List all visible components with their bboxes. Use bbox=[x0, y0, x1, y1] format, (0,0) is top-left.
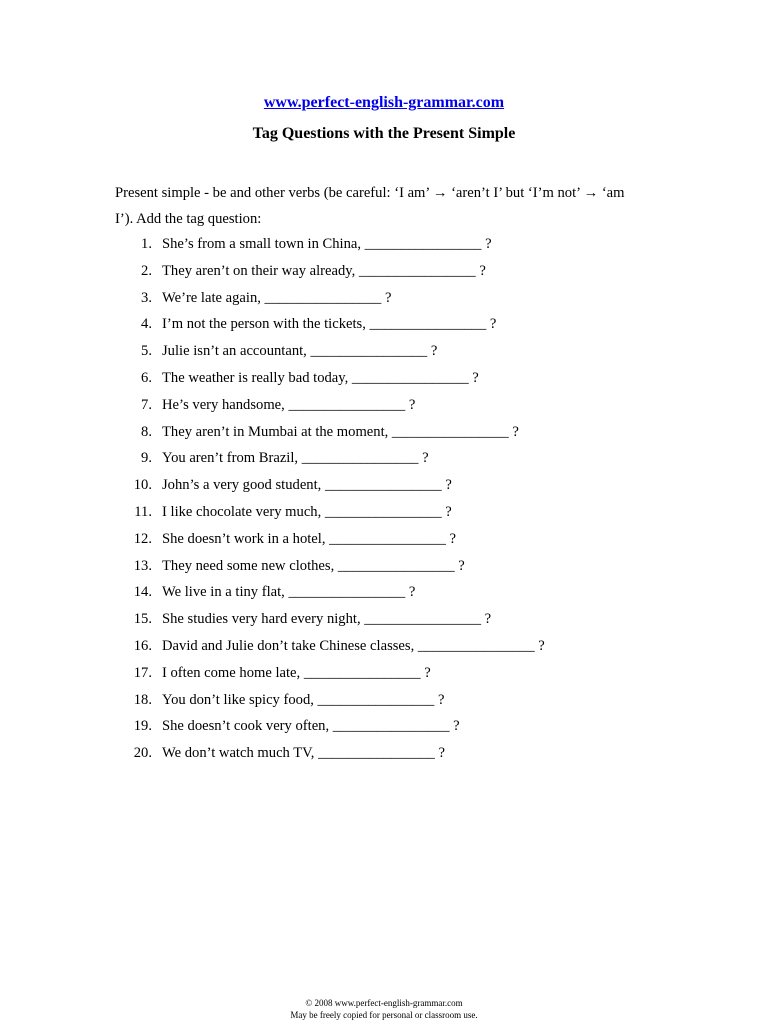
instructions-text: Present simple - be and other verbs (be careful: ‘I am’ → ‘aren’t I’ but ‘I’m not’ → ‘am I’). Add the tag question: bbox=[115, 185, 625, 227]
exercise-number: 2. bbox=[141, 262, 152, 279]
exercise-number: 1. bbox=[141, 236, 152, 252]
exercise-number: 18. bbox=[133, 691, 152, 708]
footer-license: May be freely copied for personal or classroom use. bbox=[290, 1010, 478, 1020]
exercise-text: Julie isn’t an accountant, ________________ ? bbox=[162, 343, 438, 360]
exercise-number: 13. bbox=[133, 557, 152, 574]
exercise-text: David and Julie don’t take Chinese classes, ________________ ? bbox=[162, 637, 545, 654]
exercise-text: I’m not the person with the tickets, ________________ ? bbox=[162, 316, 497, 333]
exercise-text: She doesn’t cook very often, ________________ ? bbox=[162, 718, 460, 735]
exercise-number: 8. bbox=[141, 423, 152, 440]
exercise-text: You aren’t from Brazil, ________________ ? bbox=[162, 450, 429, 467]
exercise-number: 11. bbox=[134, 503, 152, 520]
site-link[interactable]: www.perfect-english-grammar.com bbox=[263, 94, 505, 111]
footer bbox=[0, 997, 768, 1021]
exercise-text: You don’t like spicy food, ________________ ? bbox=[162, 691, 445, 708]
exercise-number: 14. bbox=[133, 584, 152, 601]
exercise-number: 19. bbox=[133, 718, 152, 735]
exercise-number: 16. bbox=[133, 637, 152, 654]
exercise-text: She’s from a small town in China, ________________ ? bbox=[162, 236, 492, 252]
exercise-text: John’s a very good student, ________________ ? bbox=[162, 477, 452, 494]
exercise-text: He’s very handsome, ________________ ? bbox=[162, 396, 416, 413]
exercise-text: They need some new clothes, ________________ ? bbox=[162, 557, 465, 574]
exercise-text: We live in a tiny flat, ________________ ? bbox=[162, 584, 416, 601]
exercise-text: We’re late again, ________________ ? bbox=[162, 289, 392, 306]
exercise-text: We don’t watch much TV, ________________ ? bbox=[162, 745, 445, 762]
footer-copyright: © 2008 www.perfect-english-grammar.com bbox=[305, 998, 463, 1008]
exercise-number: 9. bbox=[141, 450, 152, 467]
exercise-text: She doesn’t work in a hotel, ________________ ? bbox=[162, 530, 457, 547]
exercise-number: 10. bbox=[133, 477, 152, 494]
exercise-number: 3. bbox=[141, 289, 152, 306]
exercise-number: 20. bbox=[133, 745, 152, 762]
exercise-number: 6. bbox=[141, 369, 152, 386]
page-title: Tag Questions with the Present Simple bbox=[252, 125, 516, 142]
exercise-number: 12. bbox=[133, 530, 152, 547]
exercise-text: She studies very hard every night, ________________ ? bbox=[162, 611, 492, 628]
exercise-text: They aren’t in Mumbai at the moment, ________________ ? bbox=[162, 423, 519, 440]
exercise-number: 5. bbox=[141, 343, 152, 360]
exercise-number: 7. bbox=[141, 396, 152, 413]
exercise-text: The weather is really bad today, ________________ ? bbox=[162, 369, 479, 386]
exercise-text: They aren’t on their way already, ________________ ? bbox=[162, 262, 486, 279]
exercise-text: I often come home late, ________________ ? bbox=[162, 664, 431, 681]
exercise-number: 17. bbox=[133, 664, 152, 681]
exercise-number: 15. bbox=[133, 611, 152, 628]
exercise-text: I like chocolate very much, ________________ ? bbox=[162, 503, 452, 520]
exercise-number: 4. bbox=[141, 316, 152, 333]
